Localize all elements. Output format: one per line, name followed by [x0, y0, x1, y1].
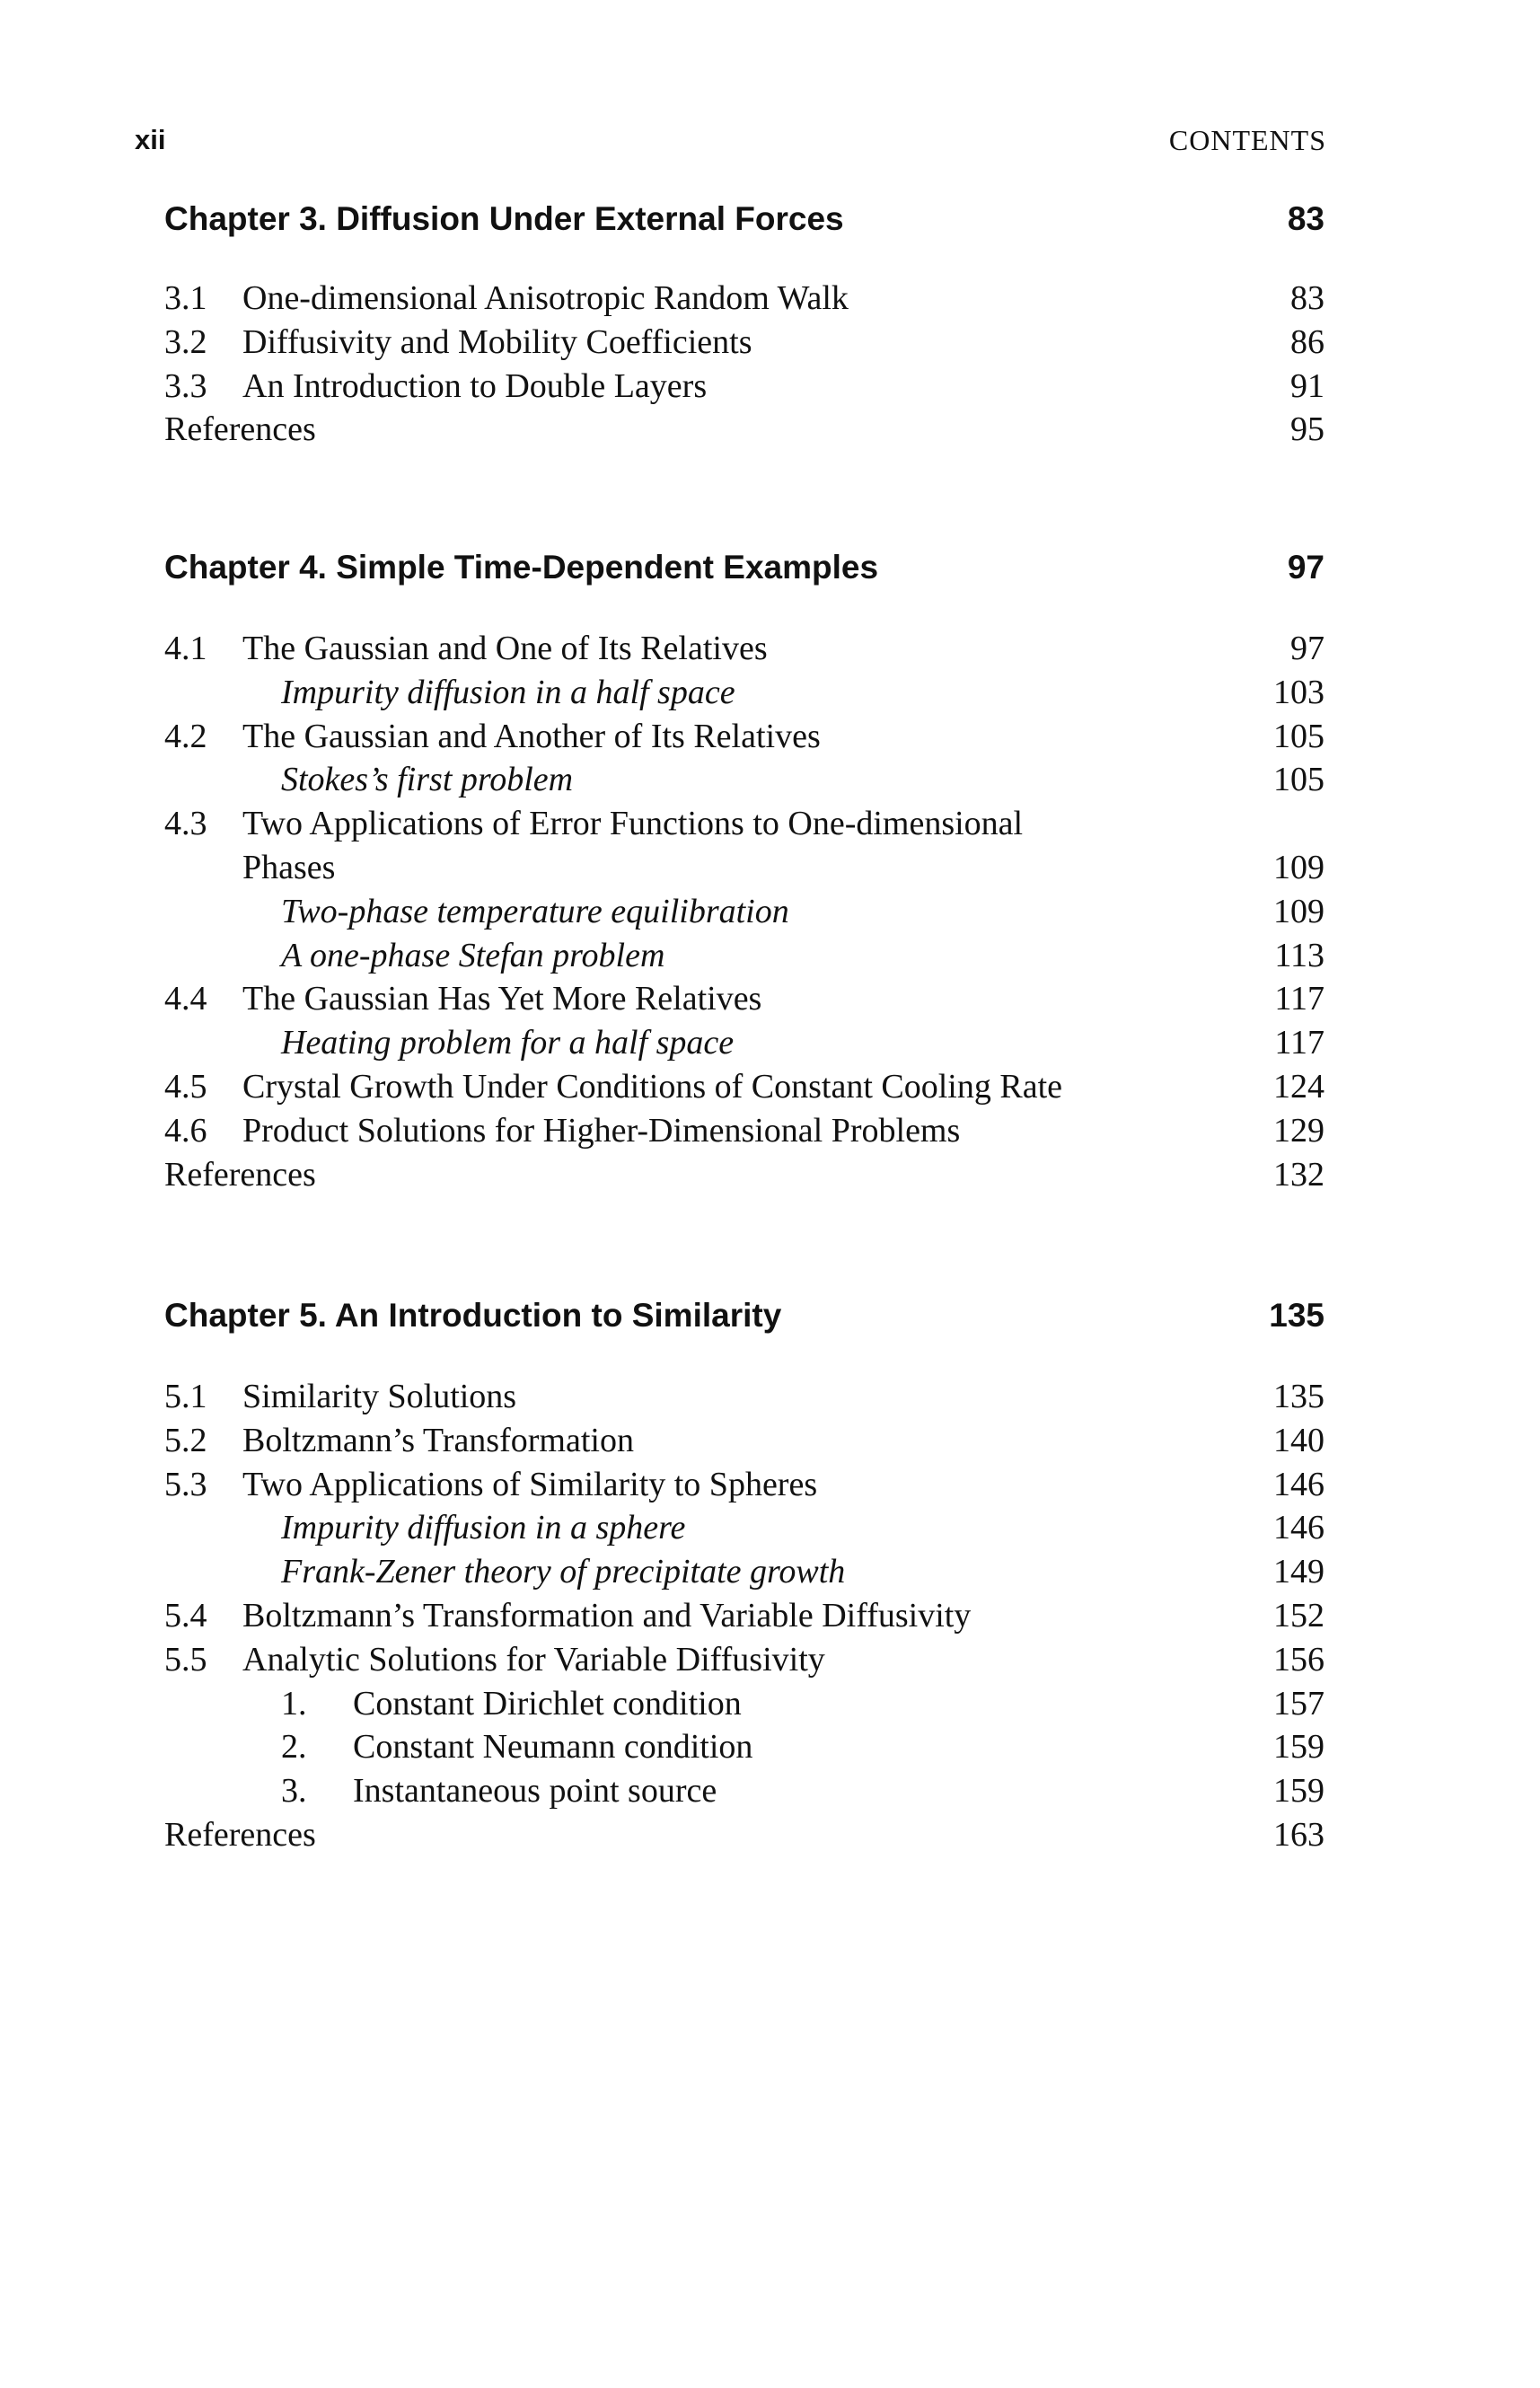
toc-entry — [164, 1594, 1324, 1638]
running-head — [135, 124, 1326, 169]
section-page: 132 — [1273, 1155, 1324, 1194]
section-page: 97 — [1290, 630, 1324, 667]
section-page: 129 — [1273, 1111, 1324, 1150]
section-page: 146 — [1273, 1509, 1324, 1547]
section-page: 135 — [1273, 1378, 1324, 1415]
toc-entry-references — [164, 1813, 1324, 1857]
toc-entry — [164, 977, 1324, 1021]
section-title: Two Applications of Similarity to Spheres — [242, 1465, 818, 1503]
section-title: Product Solutions for Higher-Dimensional Problems — [242, 1111, 961, 1150]
section-title: The Gaussian and Another of Its Relatives — [242, 717, 821, 755]
toc-entry — [164, 1463, 1324, 1507]
item-number: 2. — [281, 1728, 307, 1767]
toc-entry — [164, 1109, 1324, 1153]
item-title: Instantaneous point source — [353, 1772, 717, 1811]
section-number: 5.2 — [164, 1421, 207, 1459]
section-title: An Introduction to Double Layers — [242, 366, 708, 405]
toc-entry — [164, 715, 1324, 759]
section-title: Similarity Solutions — [242, 1378, 517, 1415]
toc-entry — [164, 1065, 1324, 1109]
section-page: 124 — [1273, 1067, 1324, 1106]
item-title: Constant Neumann condition — [353, 1728, 753, 1767]
chapter-title: Chapter 4. Simple Time-Dependent Examples — [164, 549, 879, 586]
chapter-heading — [164, 192, 1324, 246]
item-number: 1. — [281, 1684, 307, 1723]
subsection-title: Heating problem for a half space — [281, 1024, 735, 1062]
item-title: Constant Dirichlet condition — [353, 1684, 742, 1723]
chapter-page: 83 — [1287, 200, 1324, 237]
section-number: 3.2 — [164, 322, 207, 361]
chapter-3 — [164, 192, 1324, 449]
chapter-entries — [164, 627, 1324, 1196]
section-number: 4.1 — [164, 630, 207, 667]
toc-entry — [164, 1375, 1324, 1419]
references-label: References — [164, 410, 316, 449]
section-page: 117 — [1274, 1024, 1324, 1062]
toc-entry — [164, 365, 1324, 409]
section-title: The Gaussian Has Yet More Relatives — [242, 980, 762, 1018]
section-page: 109 — [1273, 892, 1324, 930]
section-title: Analytic Solutions for Variable Diffusivity — [242, 1640, 825, 1679]
section-page: 86 — [1290, 322, 1324, 361]
toc-subentry — [164, 1506, 1324, 1550]
toc-entry-references — [164, 408, 1324, 452]
section-number: 3.1 — [164, 279, 207, 317]
section-title: Diffusivity and Mobility Coefficients — [242, 322, 752, 361]
toc-entry — [164, 1419, 1324, 1463]
section-page: 152 — [1273, 1596, 1324, 1635]
section-page: 146 — [1273, 1465, 1324, 1503]
section-page: 113 — [1274, 936, 1324, 974]
subsection-title: Impurity diffusion in a half space — [281, 673, 735, 711]
toc-entry-references — [164, 1153, 1324, 1197]
section-title-continued: Phases — [242, 848, 336, 886]
section-number: 3.3 — [164, 366, 207, 405]
toc-enumerated-entry — [164, 1725, 1324, 1769]
chapter-5 — [164, 1289, 1324, 1854]
chapter-heading — [164, 541, 1324, 595]
chapter-entries — [164, 1375, 1324, 1857]
section-page: 105 — [1273, 761, 1324, 799]
toc-subentry — [164, 758, 1324, 802]
section-page: 140 — [1273, 1421, 1324, 1459]
section-number: 5.3 — [164, 1465, 207, 1503]
chapter-title: Chapter 5. An Introduction to Similarity — [164, 1297, 782, 1334]
toc-entry — [164, 321, 1324, 365]
section-page: 157 — [1273, 1684, 1324, 1723]
section-number: 5.4 — [164, 1596, 207, 1635]
section-page: 156 — [1273, 1640, 1324, 1679]
section-page: 103 — [1273, 673, 1324, 711]
toc-subentry — [164, 1021, 1324, 1065]
toc-subentry — [164, 890, 1324, 934]
section-number: 5.1 — [164, 1378, 207, 1415]
section-page: 91 — [1290, 366, 1324, 405]
section-page: 159 — [1273, 1728, 1324, 1767]
page-number: xii — [135, 124, 166, 155]
subsection-title: A one-phase Stefan problem — [281, 936, 665, 974]
references-label: References — [164, 1155, 316, 1194]
toc-subentry — [164, 671, 1324, 715]
section-number: 4.6 — [164, 1111, 207, 1150]
section-title: Two Applications of Error Functions to One-dimensional — [242, 805, 1024, 843]
section-number: 4.4 — [164, 980, 207, 1018]
toc-entry — [164, 802, 1324, 846]
section-page: 83 — [1290, 279, 1324, 317]
section-page: 149 — [1273, 1553, 1324, 1591]
section-number: 4.3 — [164, 805, 207, 843]
chapter-4 — [164, 541, 1324, 1194]
section-title: Crystal Growth Under Conditions of Constant Cooling Rate — [242, 1067, 1063, 1106]
toc-entry — [164, 277, 1324, 321]
section-title: Boltzmann’s Transformation — [242, 1421, 634, 1459]
section-page: 163 — [1273, 1815, 1324, 1854]
toc-subentry — [164, 934, 1324, 978]
toc-entry — [164, 1638, 1324, 1682]
section-number: 5.5 — [164, 1640, 207, 1679]
toc-subentry — [164, 1550, 1324, 1594]
chapter-page: 97 — [1287, 549, 1324, 586]
section-page: 109 — [1273, 848, 1324, 886]
chapter-title: Chapter 3. Diffusion Under External Forces — [164, 200, 844, 237]
section-page: 105 — [1273, 717, 1324, 755]
chapter-page: 135 — [1269, 1297, 1324, 1334]
toc-enumerated-entry — [164, 1769, 1324, 1813]
section-title: Boltzmann’s Transformation and Variable Diffusivity — [242, 1596, 972, 1635]
references-label: References — [164, 1815, 316, 1854]
section-page: 95 — [1290, 410, 1324, 449]
running-head-title: CONTENTS — [1168, 124, 1326, 156]
item-number: 3. — [281, 1772, 307, 1811]
toc-entry-continuation — [164, 846, 1324, 890]
toc-enumerated-entry — [164, 1682, 1324, 1726]
chapter-heading — [164, 1289, 1324, 1343]
subsection-title: Impurity diffusion in a sphere — [281, 1509, 686, 1547]
section-title: One-dimensional Anisotropic Random Walk — [242, 279, 849, 317]
section-page: 117 — [1274, 980, 1324, 1018]
section-number: 4.2 — [164, 717, 207, 755]
chapter-entries — [164, 277, 1324, 452]
subsection-title: Two-phase temperature equilibration — [281, 892, 789, 930]
subsection-title: Stokes’s first problem — [281, 761, 574, 799]
section-title: The Gaussian and One of Its Relatives — [242, 630, 768, 667]
section-number: 4.5 — [164, 1067, 207, 1106]
toc-entry — [164, 627, 1324, 671]
section-page: 159 — [1273, 1772, 1324, 1811]
subsection-title: Frank-Zener theory of precipitate growth — [281, 1553, 846, 1591]
